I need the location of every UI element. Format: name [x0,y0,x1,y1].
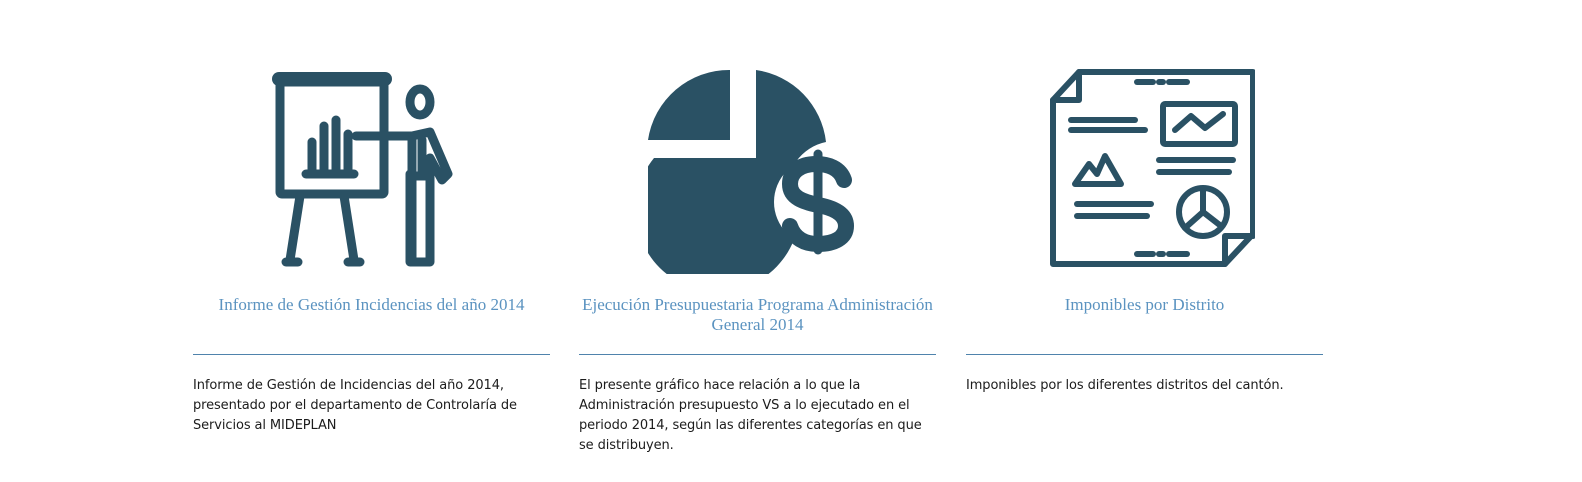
divider [966,354,1323,355]
pie-chart-dollar-icon[interactable] [648,64,868,274]
card-title[interactable]: Ejecución Presupuestaria Programa Administración General 2014 [582,295,933,334]
report-document-icon[interactable] [1035,64,1255,274]
report-card-incidencias[interactable] [193,0,550,482]
divider [193,354,550,355]
card-description: Informe de Gestión de Incidencias del año 2014, presentado por el departamento de Controlaría de Servicios al MIDEPLAN [193,378,517,433]
report-card-presupuesto[interactable] [579,0,936,482]
presentation-board-icon[interactable] [262,64,482,274]
divider [579,354,936,355]
report-card-imponibles[interactable] [966,0,1323,482]
card-title[interactable]: Imponibles por Distrito [1064,295,1225,314]
card-description: Imponibles por los diferentes distritos del cantón. [966,378,1284,393]
card-title[interactable]: Informe de Gestión Incidencias del año 2014 [218,295,525,314]
card-description: El presente gráfico hace relación a lo que la Administración presupuesto VS a lo ejecutado en el periodo 2014, según las diferentes categorías en que se distribuyen. [579,378,922,453]
